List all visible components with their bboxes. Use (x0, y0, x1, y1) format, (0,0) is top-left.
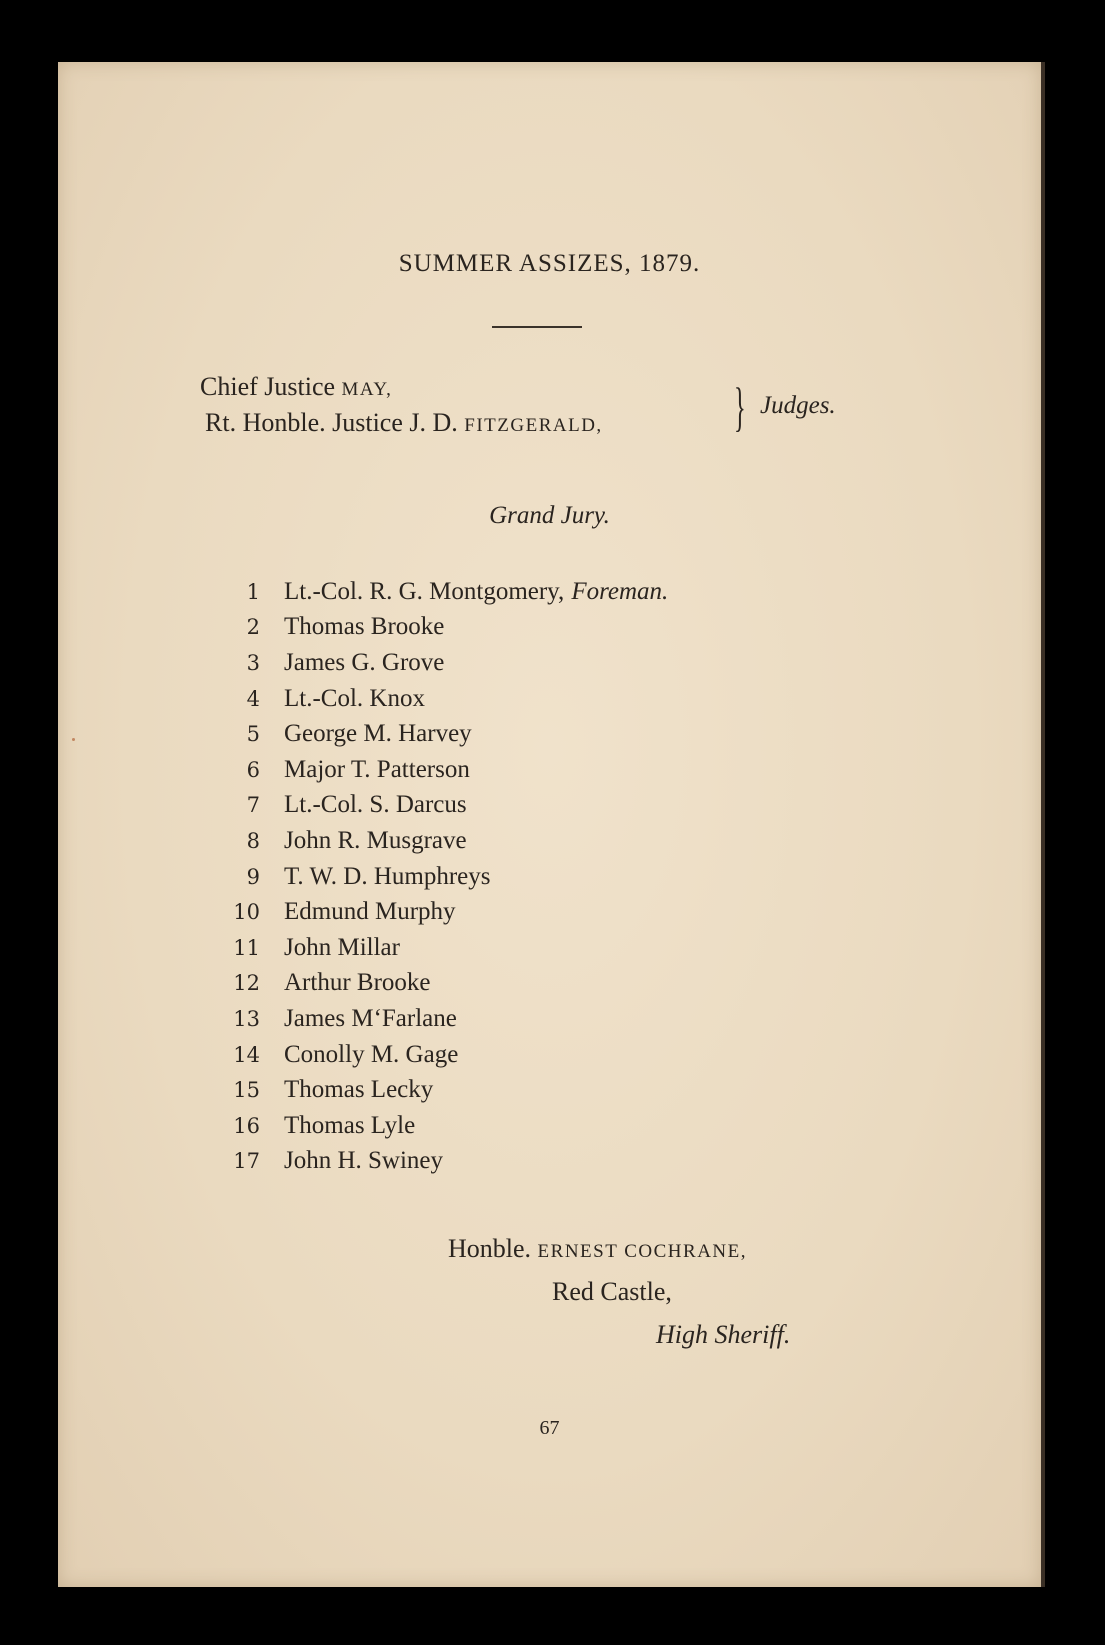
jury-member-number: 7 (246, 793, 260, 818)
jury-member-name: Lt.-Col. R. G. Montgomery, (284, 577, 565, 605)
grand-jury-list (228, 574, 668, 1179)
jury-member-row (228, 894, 668, 930)
page-number: 67 (539, 1417, 560, 1439)
jury-member-row (228, 859, 668, 895)
jury-member-name: John Millar (284, 933, 400, 961)
jury-member-number: 3 (246, 650, 260, 675)
jury-member-row (228, 610, 668, 646)
jury-member-row (228, 966, 668, 1002)
jury-member-number: 5 (246, 722, 260, 747)
jury-member-name: Thomas Brooke (284, 613, 445, 641)
jury-member-name: James G. Grove (284, 648, 445, 676)
jury-member-number: 15 (233, 1078, 260, 1103)
book-page (58, 62, 1045, 1587)
jury-member-number: 10 (233, 900, 260, 925)
page-title: SUMMER ASSIZES, 1879. (398, 250, 701, 277)
jury-member-row (228, 716, 668, 752)
sheriff-name (448, 1234, 747, 1264)
judge-title: Chief Justice (200, 372, 342, 401)
jury-member-number: 6 (246, 757, 260, 782)
judge-chief-justice (200, 372, 392, 402)
jury-member-number: 2 (246, 615, 260, 640)
jury-member-row (228, 823, 668, 859)
jury-member-number: 17 (233, 1149, 260, 1174)
jury-member-row (228, 681, 668, 717)
jury-member-row (228, 1072, 668, 1108)
jury-member-name: John H. Swiney (284, 1147, 444, 1175)
jury-member-row (228, 645, 668, 681)
jury-member-name: Thomas Lyle (284, 1111, 416, 1139)
jury-member-name: John R. Musgrave (284, 826, 467, 854)
brace-icon: } (734, 377, 746, 437)
jury-member-name: Lt.-Col. Knox (284, 684, 425, 712)
jury-member-name: Thomas Lecky (284, 1076, 434, 1104)
jury-member-name: Lt.-Col. S. Darcus (284, 791, 467, 819)
jury-member-number: 11 (233, 935, 260, 960)
jury-member-name: Arthur Brooke (284, 969, 431, 997)
jury-member-row (228, 752, 668, 788)
jury-member-number: 9 (246, 864, 260, 889)
jury-member-row (228, 930, 668, 966)
judge-title: Rt. Honble. Justice J. D. (205, 408, 465, 437)
grand-jury-heading: Grand Jury. (489, 502, 610, 529)
jury-member-row (228, 1037, 668, 1073)
jury-member-number: 12 (233, 971, 260, 996)
jury-member-number: 8 (246, 828, 260, 853)
jury-member-number: 13 (233, 1006, 260, 1031)
jury-member-name: James M‘Farlane (284, 1004, 457, 1032)
jury-member-number: 16 (233, 1113, 260, 1138)
sheriff-surname: ERNEST COCHRANE, (537, 1241, 747, 1262)
judge-justice (205, 408, 603, 438)
jury-member-row (228, 1108, 668, 1144)
jury-member-name: Conolly M. Gage (284, 1040, 459, 1068)
jury-member-name: Edmund Murphy (284, 898, 456, 926)
paper-speck (72, 738, 75, 741)
judges-label: Judges. (760, 392, 836, 419)
jury-member-name: T. W. D. Humphreys (284, 862, 491, 890)
title-divider (492, 326, 582, 328)
jury-member-role: Foreman. (571, 577, 669, 605)
sheriff-office: High Sheriff. (656, 1320, 791, 1349)
jury-member-row (228, 574, 668, 610)
judge-surname: MAY, (341, 379, 393, 400)
judge-surname: FITZGERALD, (464, 415, 603, 436)
jury-member-name: Major T. Patterson (284, 755, 470, 783)
jury-member-row (228, 1144, 668, 1180)
jury-member-number: 14 (233, 1042, 260, 1067)
sheriff-residence: Red Castle, (552, 1277, 672, 1306)
jury-member-number: 1 (246, 579, 260, 604)
sheriff-title: Honble. (448, 1234, 538, 1263)
jury-member-number: 4 (246, 686, 260, 711)
jury-member-row (228, 1001, 668, 1037)
jury-member-name: George M. Harvey (284, 720, 472, 748)
jury-member-row (228, 788, 668, 824)
